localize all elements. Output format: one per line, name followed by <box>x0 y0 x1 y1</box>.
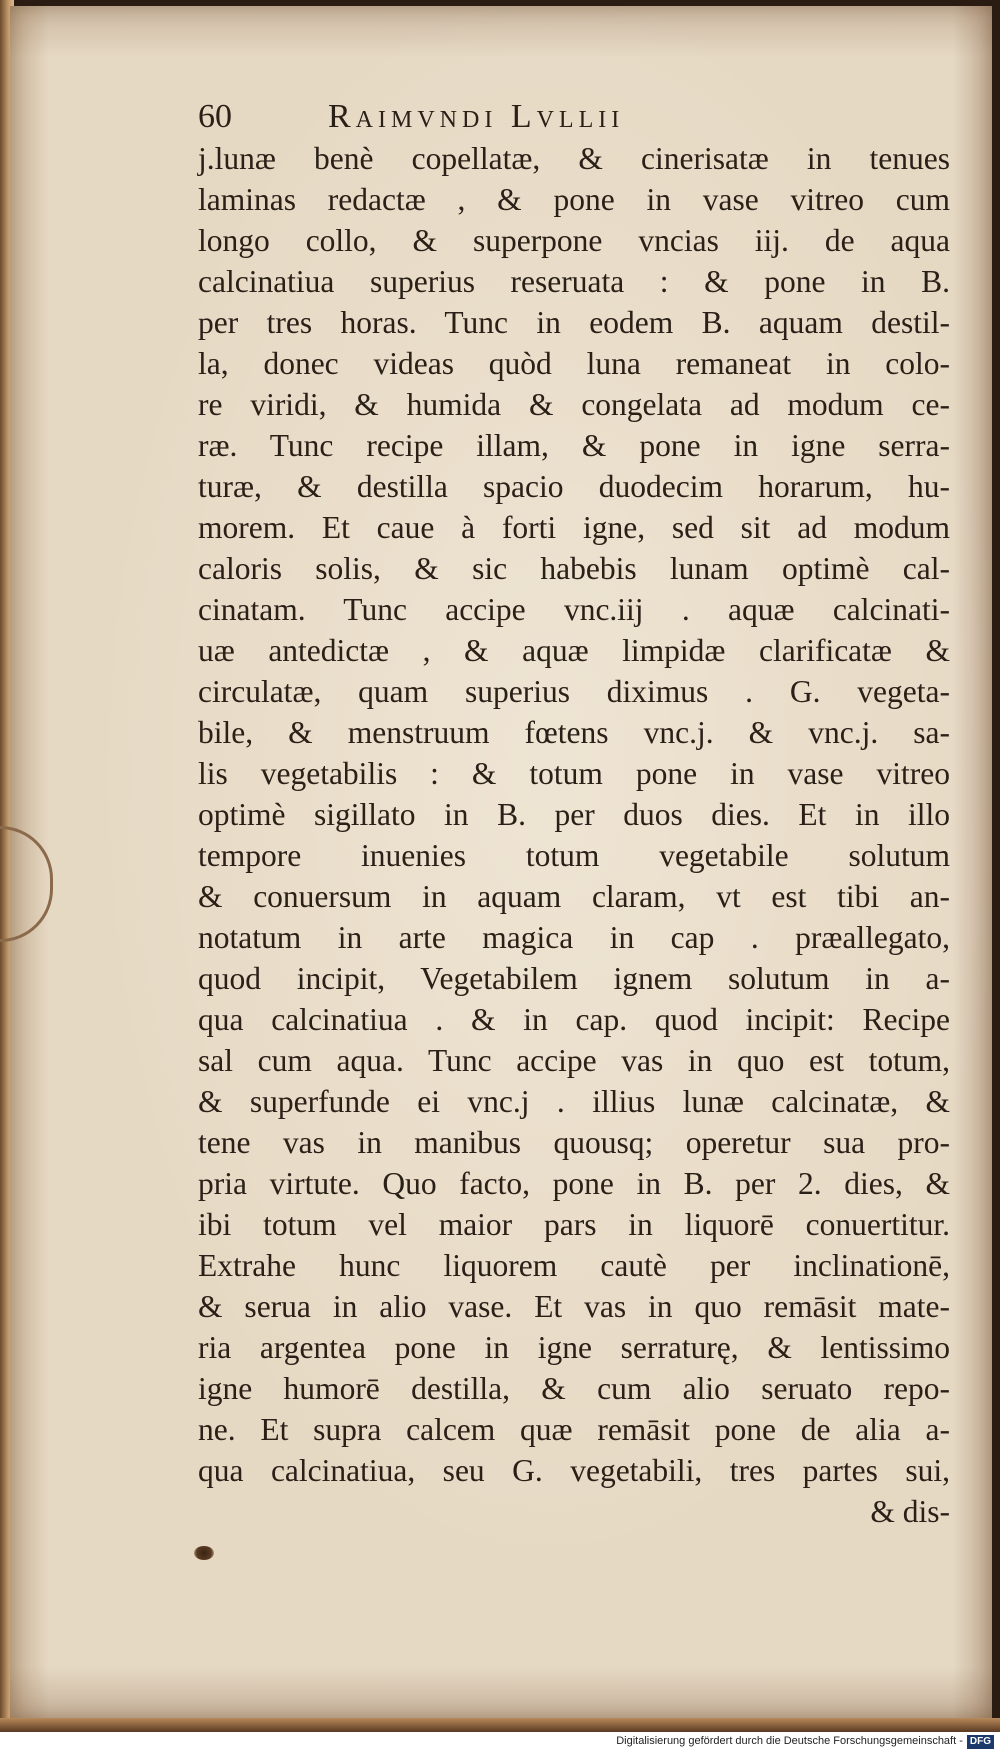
ink-stain <box>194 1546 214 1560</box>
text-line: ria argentea pone in igne serraturę, & lentissimo <box>198 1330 950 1365</box>
text-line: caloris solis, & sic habebis lunam optimè cal- <box>198 551 950 586</box>
body-text <box>198 138 950 1491</box>
digitization-footer <box>0 1732 1000 1750</box>
catchword: & dis- <box>870 1494 950 1529</box>
text-line: per tres horas. Tunc in eodem B. aquam destil- <box>198 305 950 340</box>
text-line: sal cum aqua. Tunc accipe vas in quo est totum, <box>198 1043 950 1078</box>
text-line: ræ. Tunc recipe illam, & pone in igne serra- <box>198 428 950 463</box>
text-line: & conuersum in aquam claram, vt est tibi an- <box>198 879 950 914</box>
text-line: lis vegetabilis : & totum pone in vase vitreo <box>198 756 950 791</box>
text-line: longo collo, & superpone vncias iij. de aqua <box>198 223 950 258</box>
text-line: pria virtute. Quo facto, pone in B. per 2. dies, & <box>198 1166 950 1201</box>
text-line: la, donec videas quòd luna remaneat in colo- <box>198 346 950 381</box>
text-line: Extrahe hunc liquorem cautè per inclinationē, <box>198 1248 950 1283</box>
text-line: circulatæ, quam superius diximus . G. vegeta- <box>198 674 950 709</box>
text-line: cinatam. Tunc accipe vnc.iij . aquæ calcinati- <box>198 592 950 627</box>
text-line: ne. Et supra calcem quæ remāsit pone de alia a- <box>198 1412 950 1447</box>
clasp-mark <box>0 826 53 942</box>
text-line: quod incipit, Vegetabilem ignem solutum in a- <box>198 961 950 996</box>
text-line: bile, & menstruum fœtens vnc.j. & vnc.j. sa- <box>198 715 950 750</box>
text-line: ibi totum vel maior pars in liquorē conuertitur. <box>198 1207 950 1242</box>
text-line: uæ antedictæ , & aquæ limpidæ clarificatæ & <box>198 633 950 668</box>
text-line: turæ, & destilla spacio duodecim horarum, hu- <box>198 469 950 504</box>
book-bottom-edge <box>0 1718 1000 1732</box>
text-line: calcinatiua superius reseruata : & pone in B. <box>198 264 950 299</box>
text-line: & superfunde ei vnc.j . illius lunæ calcinatæ, & <box>198 1084 950 1119</box>
text-line: tempore inuenies totum vegetabile solutum <box>198 838 950 873</box>
running-head <box>198 96 950 138</box>
text-line: morem. Et caue à forti igne, sed sit ad modum <box>198 510 950 545</box>
footer-credit: Digitalisierung gefördert durch die Deutsche Forschungsgemeinschaft - <box>616 1735 963 1747</box>
text-line: optimè sigillato in B. per duos dies. Et in illo <box>198 797 950 832</box>
dfg-logo: DFG <box>967 1735 994 1749</box>
page-text <box>198 96 950 1532</box>
running-title: Raimvndi Lvllii <box>328 98 625 135</box>
text-line: igne humorē destilla, & cum alio seruato repo- <box>198 1371 950 1406</box>
text-line: qua calcinatiua, seu G. vegetabili, tres partes sui, <box>198 1453 950 1488</box>
text-line: j.lunæ benè copellatæ, & cinerisatæ in tenues <box>198 141 950 176</box>
text-line: & serua in alio vase. Et vas in quo remāsit mate- <box>198 1289 950 1324</box>
text-line: tene vas in manibus quousq; operetur sua pro- <box>198 1125 950 1160</box>
page-number: 60 <box>198 98 232 135</box>
text-line: re viridi, & humida & congelata ad modum ce- <box>198 387 950 422</box>
text-line: laminas redactæ , & pone in vase vitreo cum <box>198 182 950 217</box>
text-line: notatum in arte magica in cap . præallegato, <box>198 920 950 955</box>
text-line: qua calcinatiua . & in cap. quod incipit: Recipe <box>198 1002 950 1037</box>
